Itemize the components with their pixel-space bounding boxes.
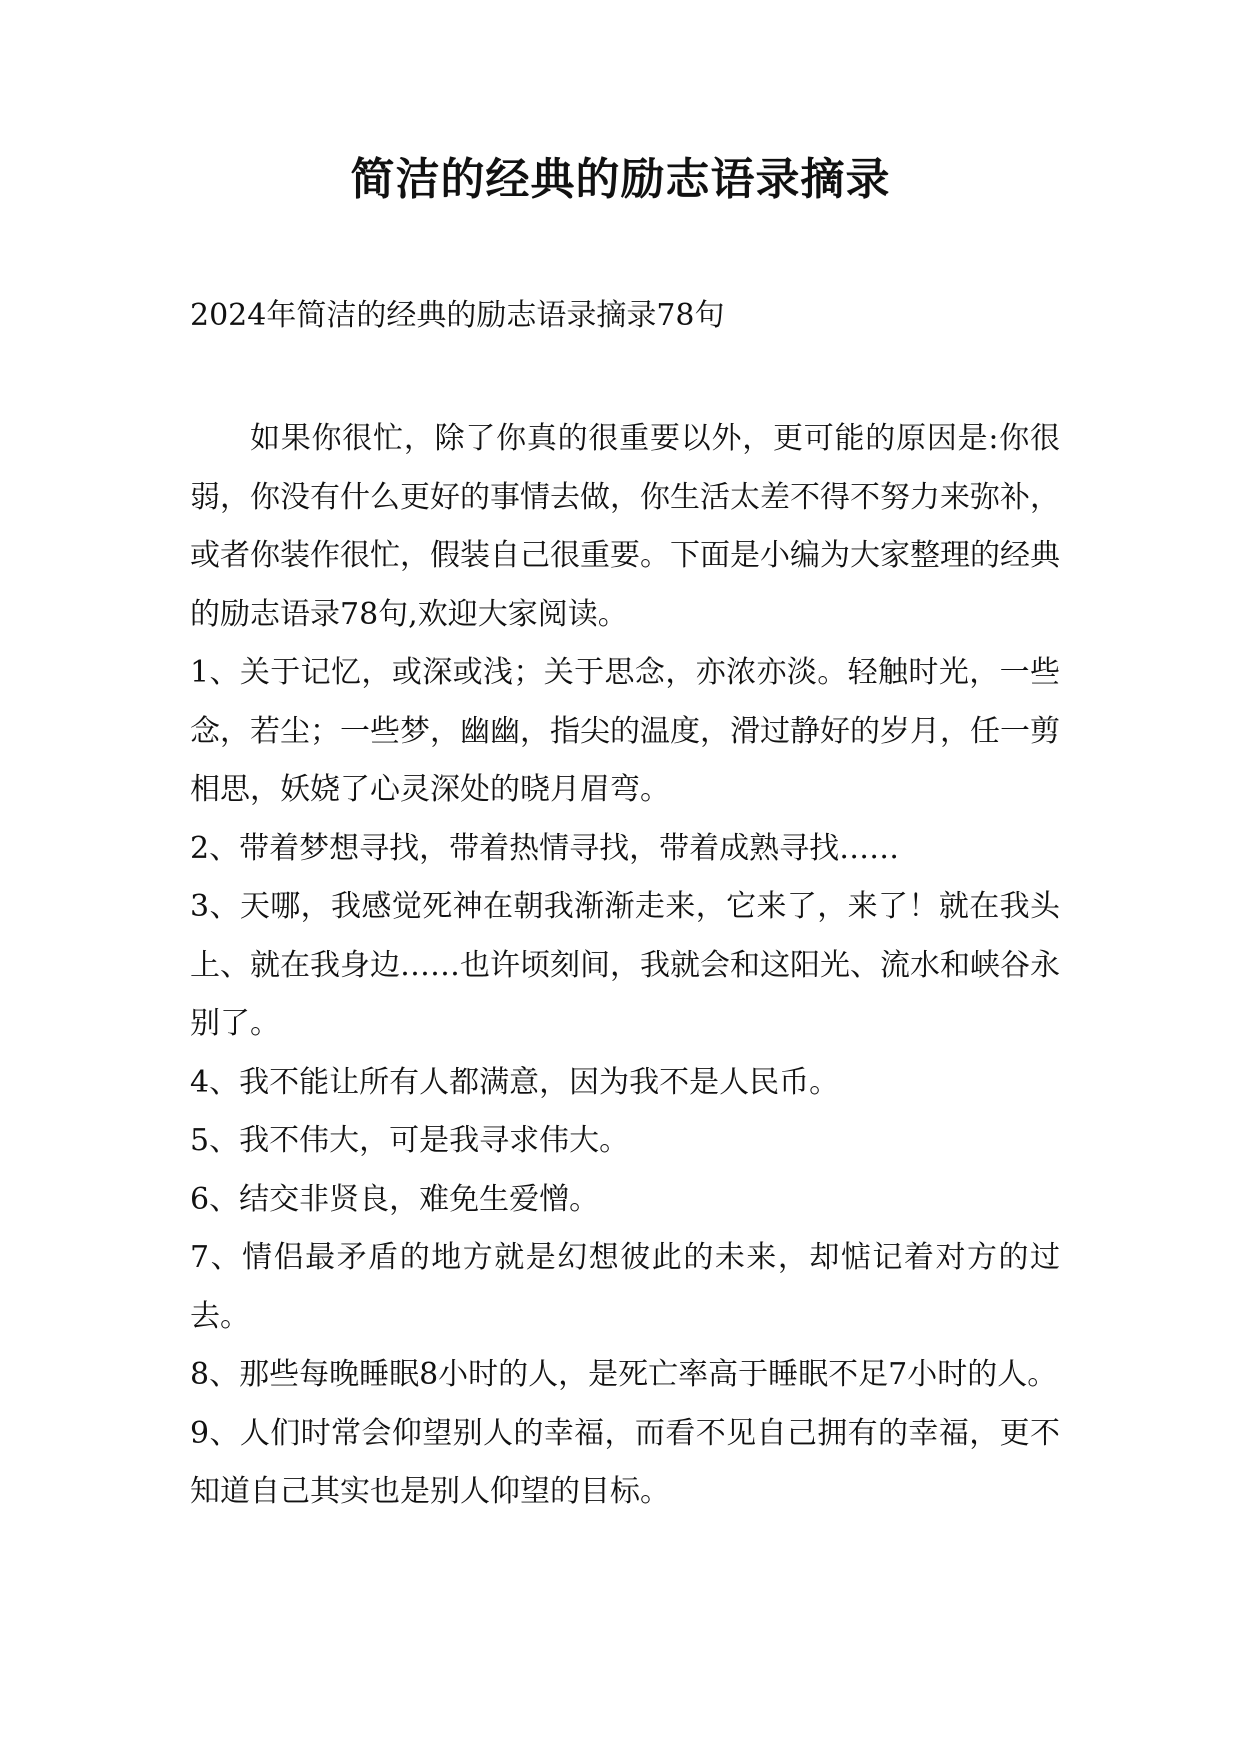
quote-item-3: 3、天哪，我感觉死神在朝我渐渐走来，它来了，来了！就在我头上、就在我身边……也许顷刻间，我就会和这阳光、流水和峡谷永别了。 [190, 889, 1060, 1041]
document-subtitle: 2024年简洁的经典的励志语录摘录78句 [190, 298, 725, 333]
quote-item-5: 5、我不伟大，可是我寻求伟大。 [190, 1123, 630, 1158]
intro-paragraph: 如果你很忙，除了你真的很重要以外，更可能的原因是:你很弱，你没有什么更好的事情去做，你生活太差不得不努力来弥补，或者你装作很忙，假装自己很重要。下面是小编为大家整理的经典的励志语录78句,欢迎大家阅读。 [190, 421, 1060, 632]
document-title: 简洁的经典的励志语录摘录 [350, 154, 891, 205]
quote-item-9: 9、人们时常会仰望别人的幸福，而看不见自己拥有的幸福，更不知道自己其实也是别人仰望的目标。 [190, 1415, 1060, 1509]
quote-item-2: 2、带着梦想寻找，带着热情寻找，带着成熟寻找…… [190, 830, 900, 866]
document-body [190, 410, 1060, 1522]
quote-item-1: 1、关于记忆，或深或浅；关于思念，亦浓亦淡。轻触时光，一些念，若尘；一些梦，幽幽，指尖的温度，滑过静好的岁月，任一剪相思，妖娆了心灵深处的晓月眉弯。 [190, 655, 1060, 807]
quote-item-6: 6、结交非贤良，难免生爱憎。 [190, 1181, 600, 1217]
quote-item-4: 4、我不能让所有人都满意，因为我不是人民币。 [190, 1064, 840, 1100]
quote-item-7: 7、情侣最矛盾的地方就是幻想彼此的未来，却惦记着对方的过去。 [190, 1240, 1060, 1334]
quote-item-8: 8、那些每晚睡眠8小时的人，是死亡率高于睡眠不足7小时的人。 [190, 1357, 1058, 1392]
